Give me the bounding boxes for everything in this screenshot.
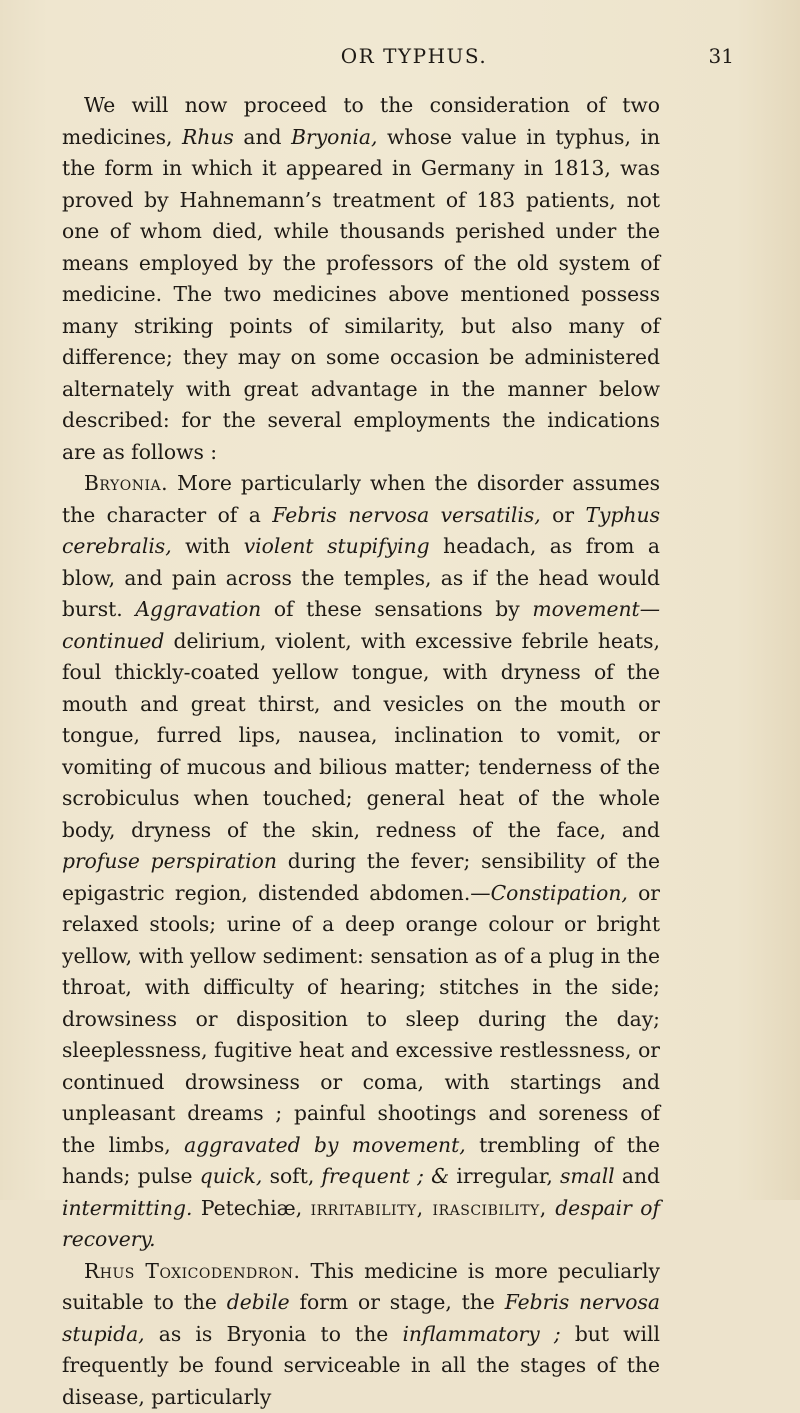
- italic-text: despair of recovery.: [62, 1196, 660, 1252]
- text-run: of these sensations by: [261, 597, 532, 621]
- body-text: [62, 90, 660, 1413]
- text-run: delirium, violent, with excessive febrile heats, foul thickly-coated yellow tongue, with dryness of the mouth and great thirst, and vesicles on the mouth or tongue, furred lips, nausea, inclination to vomit, or vomiting of mucous and bilious matter; tenderness of the scrobiculus when touched; general heat of the whole body, dryness of the skin, redness of the face, and: [62, 629, 660, 842]
- italic-text: movement—continued: [62, 597, 660, 653]
- italic-text: Bryonia,: [291, 125, 377, 149]
- italic-text: intermitting.: [62, 1196, 192, 1220]
- running-title: OR TYPHUS.: [90, 44, 738, 68]
- paragraph-rhus: [62, 1256, 660, 1413]
- text-run: whose value in typhus, in the form in which it appeared in Germany in 1813, was proved by Hahnemann’s treatment of 183 patients, not one of whom died, while thousands perished under the means employed by the professors of the old system of medicine. The two medicines above mentioned possess many striking points of similarity, but also many of difference; they may on some occasion be administered alternately with great advantage in the manner below described: for the several employments the indications are as follows :: [62, 125, 660, 464]
- italic-text: violent stupifying: [244, 534, 430, 558]
- text-run: as is Bryonia to the: [145, 1322, 403, 1346]
- italic-text: Febris nervosa stupida,: [62, 1290, 660, 1346]
- text-run: and: [615, 1164, 660, 1188]
- text-run: but will frequently be found serviceable in all the stages of the disease, particularly: [62, 1322, 660, 1409]
- italic-text: Febris nervosa versatilis,: [272, 503, 540, 527]
- text-run: Petechiæ,: [192, 1196, 310, 1220]
- italic-text: profuse perspiration: [62, 849, 277, 873]
- italic-text: debile: [227, 1290, 290, 1314]
- text-run: More particularly when the disorder assumes the character of a: [62, 471, 660, 527]
- italic-text: Constipation,: [491, 881, 628, 905]
- running-header: [90, 44, 738, 74]
- text-run: irregular,: [449, 1164, 560, 1188]
- page-number: 31: [709, 44, 734, 68]
- italic-text: small: [560, 1164, 615, 1188]
- text-run: We will now proceed to the consideration of two medicines,: [62, 93, 660, 149]
- small-caps-text: Bryonia.: [84, 471, 168, 495]
- small-caps-text: Rhus Toxicodendron.: [84, 1259, 301, 1283]
- text-run: This medicine is more peculiarly suitable to the: [62, 1259, 660, 1315]
- paragraph-intro: [62, 90, 660, 468]
- italic-text: frequent ; &: [321, 1164, 449, 1188]
- text-run: [547, 1196, 555, 1220]
- italic-text: quick,: [200, 1164, 263, 1188]
- text-run: trembling of the hands; pulse: [62, 1133, 660, 1189]
- text-run: during the fever; sensibility of the epigastric region, distended abdomen.—: [62, 849, 660, 905]
- text-run: or: [541, 503, 586, 527]
- text-run: or relaxed stools; urine of a deep orange colour or bright yellow, with yellow sediment: sensation as of a plug in the throat, with difficulty of hearing; stitches in the side; drowsiness or disposition to sleep during the day; sleeplessness, fugitive heat and excessive restlessness, or continued drowsiness or coma, with startings and unpleasant dreams ; painful shootings and soreness of the limbs,: [62, 881, 660, 1157]
- text-run: with: [172, 534, 244, 558]
- small-caps-text: irritability, irascibility,: [311, 1196, 547, 1220]
- text-run: form or stage, the: [290, 1290, 505, 1314]
- text-run: soft,: [262, 1164, 321, 1188]
- italic-text: Rhus: [182, 125, 234, 149]
- italic-text: aggravated by movement,: [184, 1133, 466, 1157]
- italic-text: Aggravation: [135, 597, 261, 621]
- paragraph-bryonia: [62, 468, 660, 1256]
- text-run: and: [234, 125, 291, 149]
- italic-text: inflammatory ;: [402, 1322, 560, 1346]
- text-run: headach, as from a blow, and pain across the temples, as if the head would burst.: [62, 534, 660, 621]
- italic-text: Typhus cerebralis,: [62, 503, 660, 559]
